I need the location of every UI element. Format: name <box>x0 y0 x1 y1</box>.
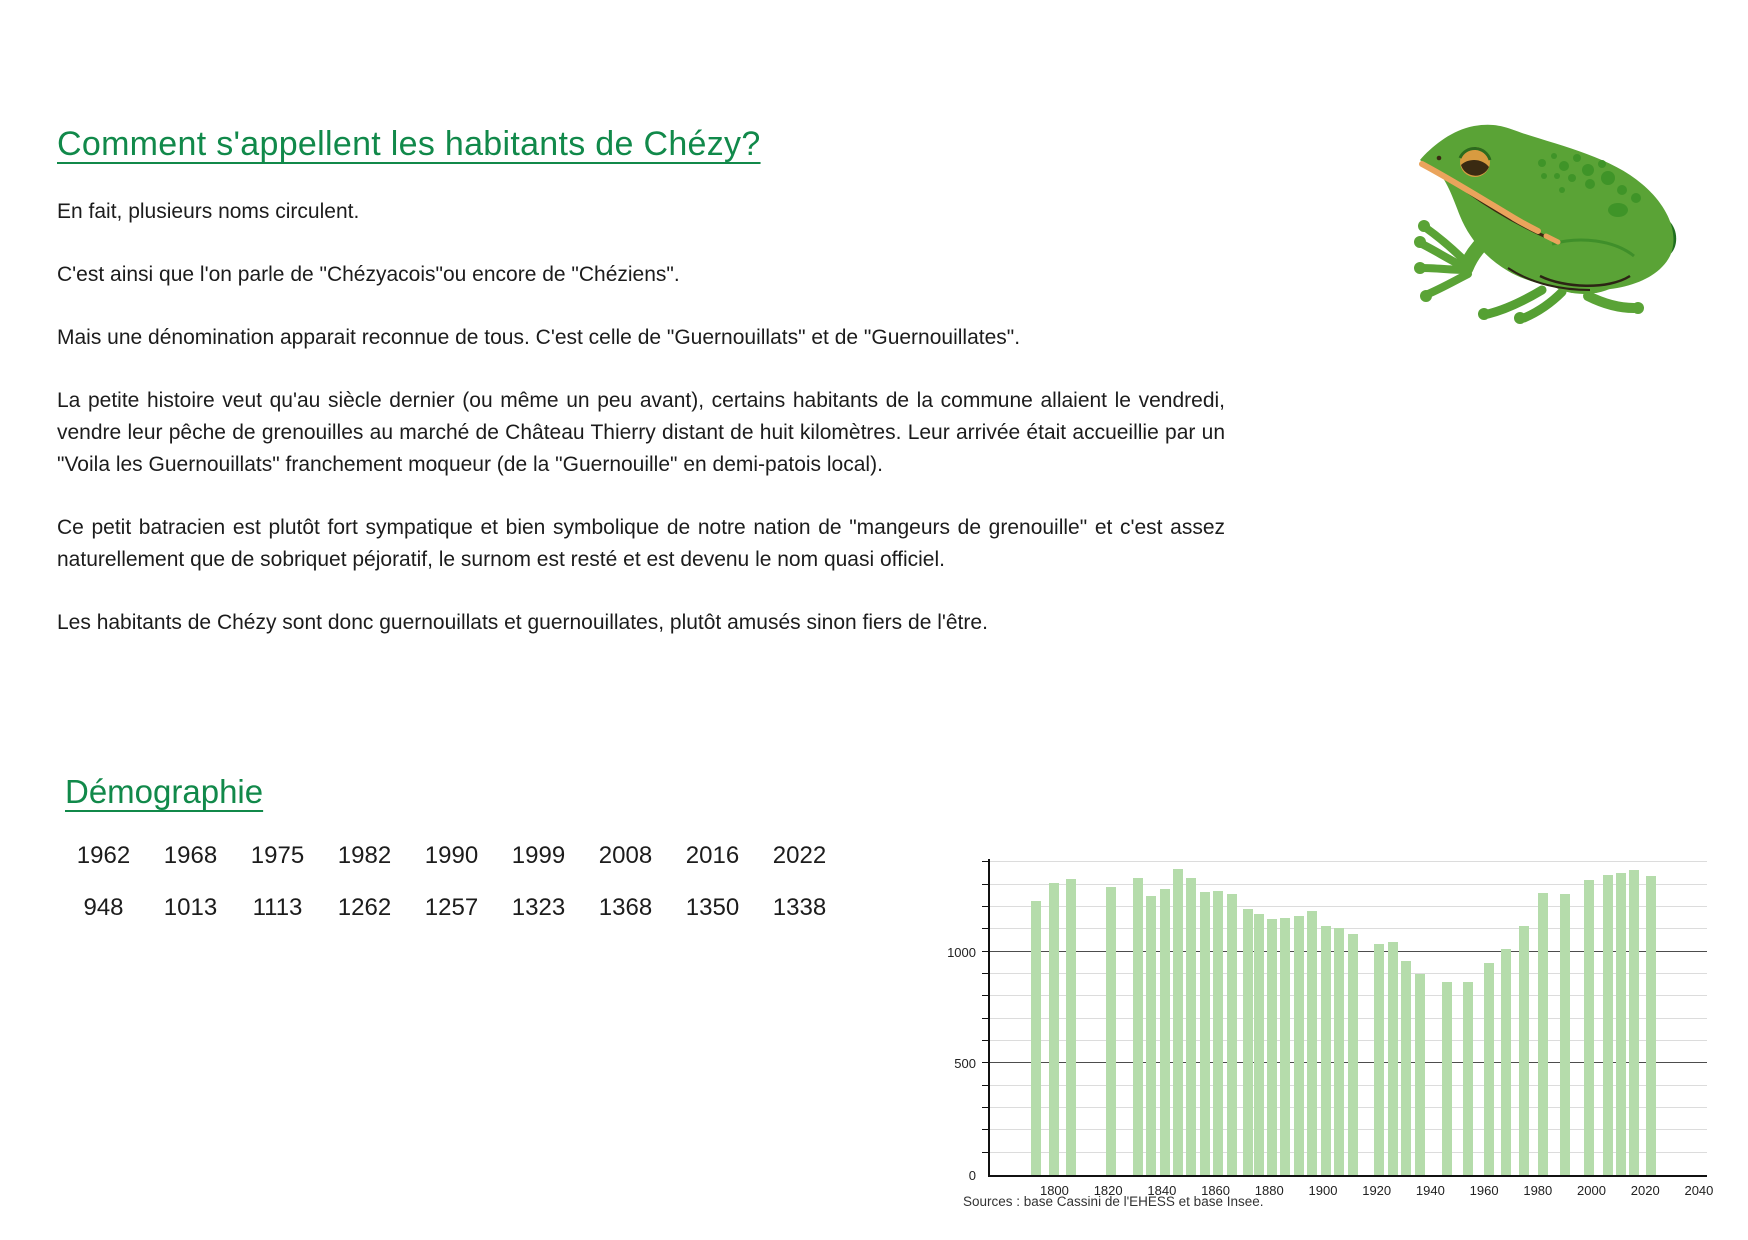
y-axis-label: 0 <box>968 1168 976 1183</box>
x-axis-label: 1820 <box>1093 1183 1123 1198</box>
x-axis-label: 1940 <box>1415 1183 1445 1198</box>
population-bar-1891 <box>1294 916 1304 1175</box>
population-bar-1982 <box>1538 893 1548 1175</box>
y-axis-tick <box>982 861 988 862</box>
population-chart-plot <box>947 859 1714 1198</box>
table-value-cell: 1368 <box>598 894 653 921</box>
population-bar-1896 <box>1307 911 1317 1175</box>
y-axis-label: 500 <box>954 1056 976 1072</box>
population-bar-1921 <box>1374 944 1384 1175</box>
paragraph: Ce petit batracien est plutôt fort sympatique et bien symbolique de notre nation de "mangeurs de grenouille" et c'est assez naturellement que de sobriquet péjoratif, le surnom est resté et est devenu le nom quasi officiel. <box>57 516 1225 571</box>
population-bar-1806 <box>1066 879 1076 1175</box>
table-value-cell: 948 <box>83 894 124 921</box>
table-year-cell: 2022 <box>772 842 827 869</box>
population-bar-1911 <box>1348 934 1358 1175</box>
x-axis-label: 2040 <box>1684 1183 1714 1198</box>
paragraph: En fait, plusieurs noms circulent. <box>57 200 360 223</box>
y-axis-tick <box>982 995 988 996</box>
population-bar-1861 <box>1213 891 1223 1175</box>
population-bar-1968 <box>1501 949 1511 1175</box>
x-axis-label: 1880 <box>1254 1183 1284 1198</box>
gridline <box>990 906 1707 907</box>
table-values-row <box>60 895 843 921</box>
x-axis-label: 1840 <box>1147 1183 1177 1198</box>
population-bar-1931 <box>1401 961 1411 1175</box>
population-bar-1800 <box>1049 883 1059 1175</box>
population-bar-1954 <box>1463 982 1473 1175</box>
y-axis-tick <box>982 973 988 974</box>
y-axis-tick <box>982 1062 988 1063</box>
y-axis-tick <box>982 1152 988 1153</box>
table-value-cell: 1262 <box>337 894 392 921</box>
table-year-cell: 2016 <box>685 842 740 869</box>
paragraph: La petite histoire veut qu'au siècle dernier (ou même un peu avant), certains habitants de la commune allaient le vendredi, vendre leur pêche de grenouilles au marché de Château Thierry distant de huit kilomètres. Leur arrivée était accueillie par un "Voila les Guernouillats" franchement moqueur (de la "Guernouille" en demi-patois local). <box>57 389 1225 476</box>
x-axis-label: 1800 <box>1039 1183 1069 1198</box>
x-axis-label: 2000 <box>1577 1183 1606 1198</box>
frog-illustration <box>1412 118 1688 338</box>
population-bar-1926 <box>1388 942 1398 1175</box>
population-bar-1901 <box>1321 926 1331 1175</box>
population-bar-1836 <box>1146 896 1156 1175</box>
article-body <box>57 196 1225 670</box>
y-axis-tick <box>982 951 988 952</box>
population-bar-1946 <box>1442 982 1452 1175</box>
table-year-cell: 2008 <box>598 842 653 869</box>
table-value-cell: 1338 <box>772 894 827 921</box>
population-bar-1881 <box>1267 919 1277 1175</box>
population-bar-1962 <box>1484 963 1494 1175</box>
gridline <box>990 928 1707 929</box>
chart-source-note: Sources : base Cassini de l'EHESS et base Insee. <box>963 1194 1264 1209</box>
population-bar-1906 <box>1334 928 1344 1175</box>
population-bar-2016 <box>1629 870 1639 1176</box>
population-bar-1793 <box>1031 901 1041 1175</box>
paragraph: Les habitants de Chézy sont donc guernouillats et guernouillates, plutôt amusés sinon fiers de l'être. <box>57 611 988 634</box>
table-years-row <box>60 843 843 869</box>
y-axis-tick <box>982 1129 988 1130</box>
frog-icon <box>1412 118 1688 338</box>
table-year-cell: 1962 <box>76 842 131 869</box>
table-year-cell: 1982 <box>337 842 392 869</box>
paragraph: Mais une dénomination apparait reconnue de tous. C'est celle de "Guernouillats" et de "Guernouillates". <box>57 326 1021 349</box>
y-axis-tick <box>982 906 988 907</box>
population-bar-2006 <box>1603 875 1613 1175</box>
table-year-cell: 1999 <box>511 842 566 869</box>
population-bar-2022 <box>1646 876 1656 1175</box>
table-value-cell: 1113 <box>252 894 303 921</box>
y-axis-tick <box>982 928 988 929</box>
population-bar-1846 <box>1173 869 1183 1175</box>
population-bar-1975 <box>1519 926 1529 1175</box>
y-axis-tick <box>982 1040 988 1041</box>
table-value-cell: 1350 <box>685 894 740 921</box>
population-bar-2011 <box>1616 873 1626 1175</box>
y-axis-tick <box>982 1018 988 1019</box>
population-bar-1936 <box>1415 974 1425 1175</box>
population-bar-1831 <box>1133 878 1143 1175</box>
population-bar-1821 <box>1106 887 1116 1175</box>
gridline <box>990 884 1707 885</box>
population-bar-1856 <box>1200 892 1210 1175</box>
x-axis-label: 1860 <box>1201 1183 1231 1198</box>
x-axis-label: 1980 <box>1523 1183 1553 1198</box>
table-year-cell: 1990 <box>424 842 479 869</box>
y-axis-tick <box>982 1085 988 1086</box>
x-axis-label: 1900 <box>1308 1183 1338 1198</box>
population-bar-1841 <box>1160 889 1170 1175</box>
population-bar-1866 <box>1227 894 1237 1175</box>
x-axis-label: 1920 <box>1362 1183 1392 1198</box>
table-value-cell: 1013 <box>163 894 218 921</box>
y-axis-tick <box>982 884 988 885</box>
x-axis-label: 2020 <box>1630 1183 1660 1198</box>
population-bar-1886 <box>1280 918 1290 1175</box>
population-bar-1990 <box>1560 894 1570 1175</box>
gridline <box>990 861 1707 862</box>
population-bar-1872 <box>1243 909 1253 1175</box>
table-value-cell: 1257 <box>424 894 479 921</box>
table-value-cell: 1323 <box>511 894 566 921</box>
table-year-cell: 1975 <box>250 842 305 869</box>
y-axis-label: 1000 <box>947 944 976 960</box>
population-bar-1999 <box>1584 880 1594 1175</box>
page-title: Comment s'appellent les habitants de Chézy? <box>57 124 761 163</box>
demography-heading: Démographie <box>65 773 264 811</box>
demography-table <box>60 843 843 921</box>
population-bar-1851 <box>1186 878 1196 1175</box>
paragraph: C'est ainsi que l'on parle de "Chézyacois"ou encore de "Chéziens". <box>57 263 680 286</box>
x-axis-label: 1960 <box>1469 1183 1499 1198</box>
population-bar-1876 <box>1254 914 1264 1175</box>
table-year-cell: 1968 <box>163 842 218 869</box>
y-axis-tick <box>982 1107 988 1108</box>
